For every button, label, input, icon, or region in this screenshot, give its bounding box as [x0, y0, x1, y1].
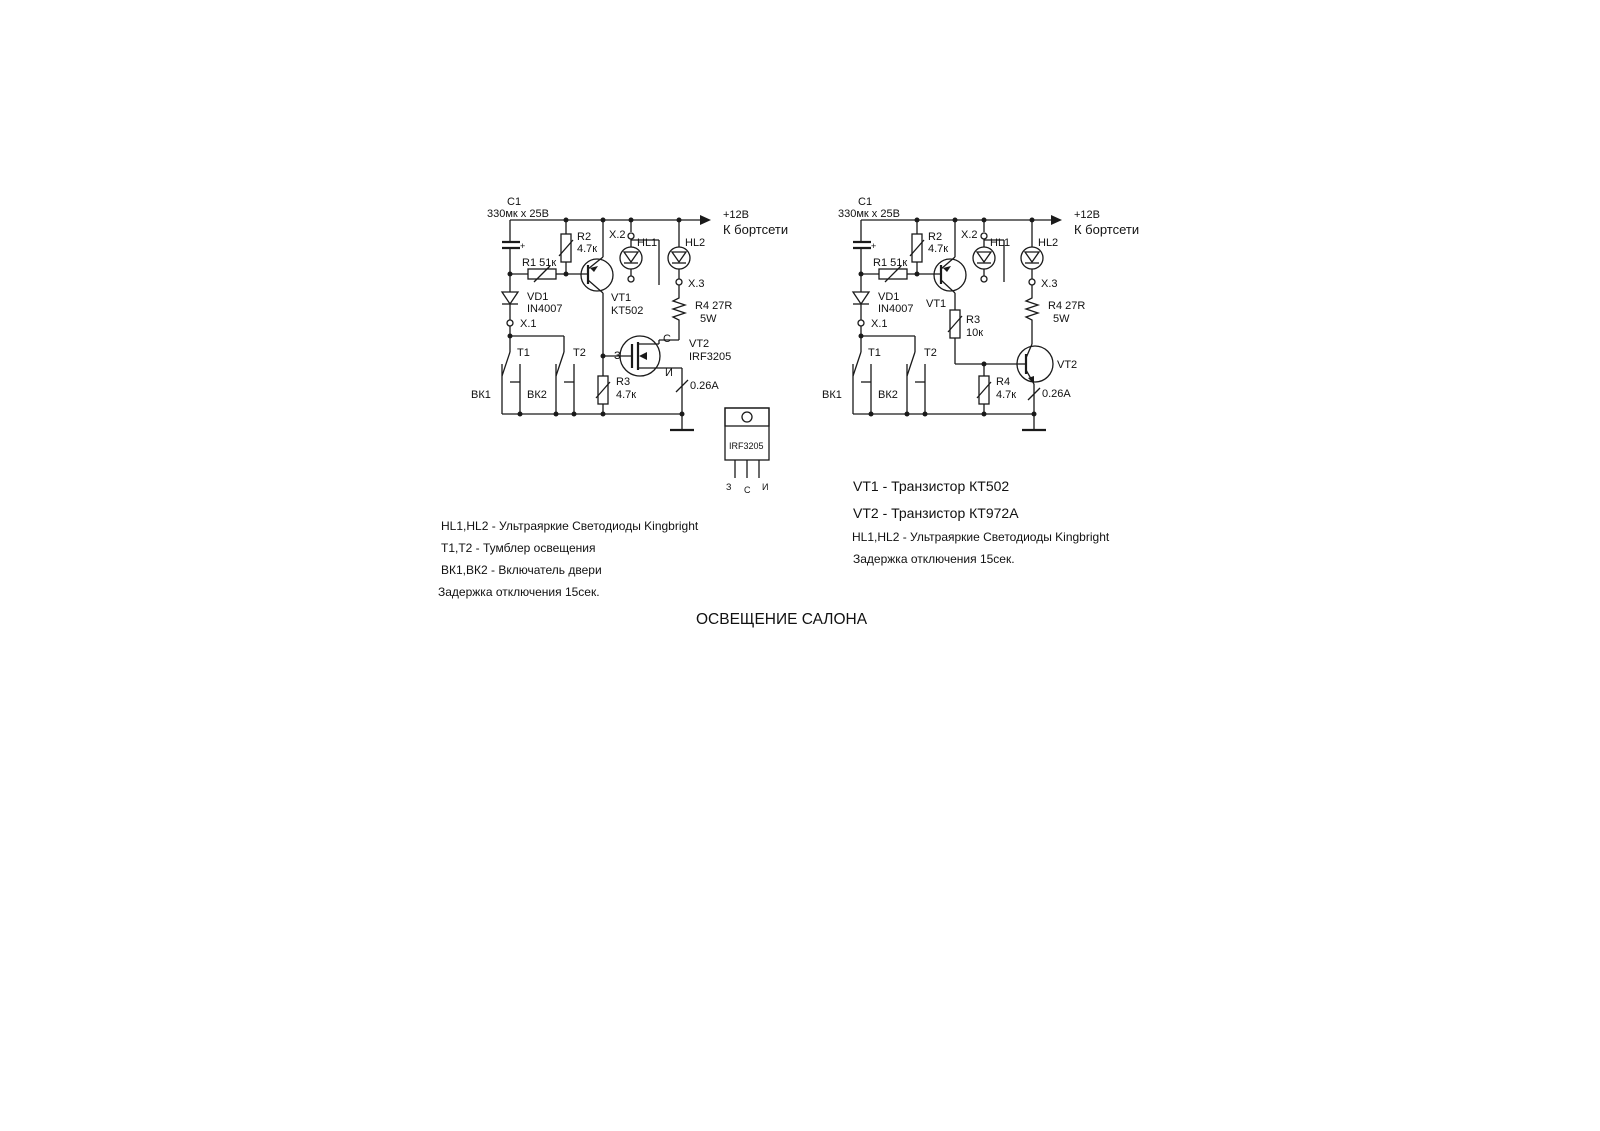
right-notes	[852, 478, 1110, 566]
x3-label: X.3	[688, 278, 705, 290]
r1-label: R1 51к	[873, 257, 908, 269]
hl1-label: HL1	[990, 237, 1011, 249]
vk1-label: ВК1	[471, 389, 491, 401]
r4b-value: 4.7к	[996, 389, 1017, 401]
page-title: ОСВЕЩЕНИЕ САЛОНА	[696, 611, 868, 628]
x3-label: X.3	[1041, 278, 1058, 290]
c1-value: 330мк x 25В	[487, 208, 549, 220]
r3-name: R3	[616, 376, 631, 388]
left-notes	[438, 519, 699, 599]
r2-value: 4.7к	[577, 243, 598, 255]
supply-voltage: +12В	[1074, 209, 1100, 221]
note-line: VT2 - Транзистор КТ972А	[853, 505, 1019, 521]
r3-name: R3	[966, 314, 981, 326]
note-line: Задержка отключения 15сек.	[438, 585, 600, 599]
r3-value: 10к	[966, 327, 984, 339]
vt2-name: VT2	[689, 338, 710, 350]
c1-plus: +	[520, 241, 526, 251]
vt2-name: VT2	[1057, 359, 1078, 371]
x1-label: X.1	[520, 318, 537, 330]
pin-g-label: З	[726, 482, 732, 492]
r2-name: R2	[577, 231, 592, 243]
vt2-value: IRF3205	[689, 351, 732, 363]
r3-value: 4.7к	[616, 389, 637, 401]
x2-label: X.2	[609, 229, 626, 241]
vd1-name: VD1	[527, 291, 549, 303]
gate-label: З	[614, 350, 621, 362]
vk1-label: ВК1	[822, 389, 842, 401]
r2-value: 4.7к	[928, 243, 949, 255]
r4-value: 5W	[1053, 313, 1070, 325]
current-label: 0.26А	[690, 380, 719, 392]
note-line: ВК1,ВК2 - Включатель двери	[441, 563, 602, 577]
vk2-label: ВК2	[878, 389, 898, 401]
c1-value: 330мк x 25В	[838, 208, 900, 220]
c1-plus: +	[871, 241, 877, 251]
hl2-label: HL2	[685, 237, 706, 249]
t1-label: T1	[868, 347, 881, 359]
vt1-value: KT502	[611, 305, 644, 317]
drain-label: С	[663, 333, 671, 345]
r1-label: R1 51к	[522, 257, 557, 269]
r4-value: 5W	[700, 313, 717, 325]
t2-label: T2	[573, 347, 586, 359]
supply-voltage: +12В	[723, 209, 749, 221]
right-circuit	[822, 196, 1139, 430]
pin-d-label: С	[744, 485, 751, 495]
note-line: T1,T2 - Тумблер освещения	[441, 541, 596, 555]
t2-label: T2	[924, 347, 937, 359]
vt1-name: VT1	[926, 298, 947, 310]
hl1-label: HL1	[637, 237, 658, 249]
hl2-label: HL2	[1038, 237, 1059, 249]
left-circuit	[471, 196, 788, 495]
vt1-name: VT1	[611, 292, 632, 304]
vd1-name: VD1	[878, 291, 900, 303]
source-label: И	[665, 367, 673, 379]
vd1-value: IN4007	[527, 303, 563, 315]
x1-label: X.1	[871, 318, 888, 330]
supply-label: К бортсети	[1074, 222, 1140, 237]
r4b-name: R4	[996, 376, 1011, 388]
pin-s-label: И	[762, 482, 769, 492]
r2-name: R2	[928, 231, 943, 243]
package-label: IRF3205	[729, 441, 764, 451]
c1-label: C1	[858, 196, 873, 208]
vk2-label: ВК2	[527, 389, 547, 401]
supply-label: К бортсети	[723, 222, 789, 237]
note-line: Задержка отключения 15сек.	[853, 552, 1015, 566]
r4-name: R4 27R	[1048, 300, 1086, 312]
current-label: 0.26А	[1042, 388, 1071, 400]
vd1-value: IN4007	[878, 303, 914, 315]
c1-label: C1	[507, 196, 522, 208]
t1-label: T1	[517, 347, 530, 359]
note-line: HL1,HL2 - Ультраяркие Светодиоды Kingbright	[852, 530, 1110, 544]
x2-label: X.2	[961, 229, 978, 241]
note-line: VT1 - Транзистор КТ502	[853, 478, 1010, 494]
note-line: HL1,HL2 - Ультраяркие Светодиоды Kingbright	[441, 519, 699, 533]
r4-name: R4 27R	[695, 300, 733, 312]
